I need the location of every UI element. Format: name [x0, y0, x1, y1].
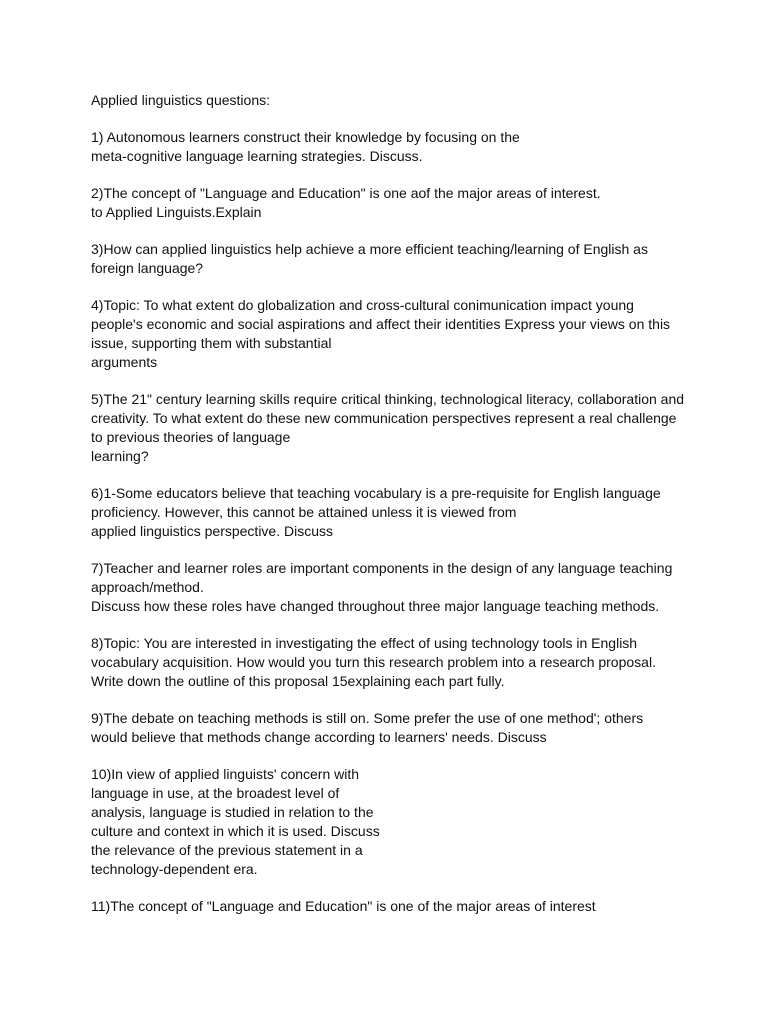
question-8 — [91, 634, 691, 691]
question-line: 9)The debate on teaching methods is still on. Some prefer the use of one method'; others — [91, 710, 644, 726]
question-line: proficiency. However, this cannot be attained unless it is viewed from — [91, 504, 517, 520]
paragraph-gap — [91, 541, 691, 559]
question-line: meta-cognitive language learning strategies. Discuss. — [91, 148, 423, 164]
paragraph-gap — [91, 616, 691, 634]
question-line: culture and context in which it is used. Discuss — [91, 823, 380, 839]
question-10 — [91, 765, 691, 879]
question-line: 3)How can applied linguistics help achieve a more efficient teaching/learning of English as — [91, 241, 648, 257]
question-line: Write down the outline of this proposal 15explaining each part fully. — [91, 673, 505, 689]
question-11 — [91, 897, 691, 916]
question-line: people's economic and social aspirations and affect their identities Express your views on this — [91, 316, 671, 332]
question-6 — [91, 484, 691, 541]
paragraph-gap — [91, 372, 691, 390]
question-9 — [91, 709, 691, 747]
question-line: approach/method. — [91, 579, 204, 595]
paragraph-gap — [91, 879, 691, 897]
question-line: 8)Topic: You are interested in investigating the effect of using technology tools in English — [91, 635, 638, 651]
question-1 — [91, 128, 691, 166]
question-line: 6)1-Some educators believe that teaching vocabulary is a pre-requisite for English language — [91, 485, 661, 501]
question-line: creativity. To what extent do these new communication perspectives represent a real challenge — [91, 410, 677, 426]
question-line: technology-dependent era. — [91, 861, 258, 877]
question-line: language in use, at the broadest level of — [91, 785, 340, 801]
question-5 — [91, 390, 691, 466]
question-line: issue, supporting them with substantial — [91, 335, 332, 351]
question-line: vocabulary acquisition. How would you turn this research problem into a research proposal. — [91, 654, 656, 670]
paragraph-gap — [91, 110, 691, 128]
paragraph-gap — [91, 166, 691, 184]
paragraph-gap — [91, 747, 691, 765]
question-4 — [91, 296, 691, 372]
question-line: 4)Topic: To what extent do globalization and cross-cultural conimunication impact young — [91, 297, 634, 313]
question-line: Discuss how these roles have changed throughout three major language teaching methods. — [91, 598, 660, 614]
question-line: 1) Autonomous learners construct their knowledge by focusing on the — [91, 129, 520, 145]
question-line: analysis, language is studied in relation to the — [91, 804, 374, 820]
question-line: 2)The concept of "Language and Education" is one aof the major areas of interest. — [91, 185, 601, 201]
document-heading: Applied linguistics questions: — [91, 92, 270, 108]
question-line: applied linguistics perspective. Discuss — [91, 523, 333, 539]
question-line: would believe that methods change according to learners' needs. Discuss — [91, 729, 547, 745]
question-line: to Applied Linguists.Explain — [91, 204, 262, 220]
question-line: 10)In view of applied linguists' concern with — [91, 766, 360, 782]
question-line: 5)The 21" century learning skills require critical thinking, technological literacy, collaboration and — [91, 391, 685, 407]
question-line: learning? — [91, 448, 149, 464]
question-line: the relevance of the previous statement in a — [91, 842, 363, 858]
question-list — [91, 128, 691, 916]
question-line: foreign language? — [91, 260, 204, 276]
question-2 — [91, 184, 691, 222]
question-line: arguments — [91, 354, 158, 370]
question-7 — [91, 559, 691, 616]
paragraph-gap — [91, 466, 691, 484]
paragraph-gap — [91, 222, 691, 240]
question-line: 11)The concept of "Language and Education" is one of the major areas of interest — [91, 898, 596, 914]
paragraph-gap — [91, 278, 691, 296]
question-3 — [91, 240, 691, 278]
question-line: to previous theories of language — [91, 429, 291, 445]
document-body — [91, 91, 691, 916]
paragraph-gap — [91, 691, 691, 709]
question-line: 7)Teacher and learner roles are important components in the design of any language teaching — [91, 560, 673, 576]
